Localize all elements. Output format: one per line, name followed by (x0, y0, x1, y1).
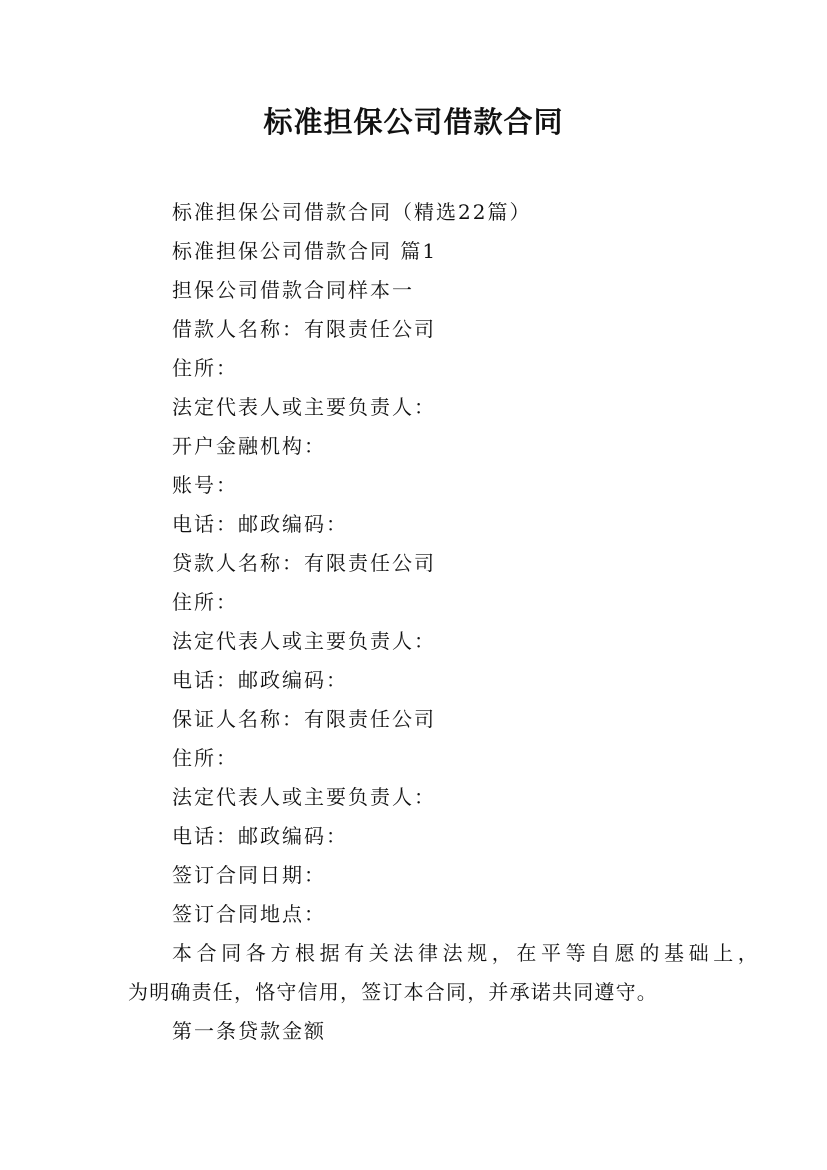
subtitle-line: 标准担保公司借款合同（精选22篇） (172, 200, 532, 224)
document-body (128, 193, 763, 1051)
sample-heading: 担保公司借款合同样本一 (172, 278, 414, 302)
section-heading: 标准担保公司借款合同 篇1 (172, 239, 438, 263)
borrower-bank-line: 开户金融机构： (172, 434, 326, 458)
preamble-line-1: 本合同各方根据有关法律法规，在平等自愿的基础上， (172, 941, 763, 965)
guarantor-name-line: 保证人名称：有限责任公司 (172, 707, 436, 731)
borrower-name-line: 借款人名称：有限责任公司 (172, 317, 436, 341)
borrower-address-line: 住所： (172, 356, 238, 380)
borrower-account-line: 账号： (172, 473, 238, 497)
borrower-phone-line: 电话：邮政编码： (172, 512, 348, 536)
signing-date-line: 签订合同日期： (172, 863, 326, 887)
signing-place-line: 签订合同地点： (172, 902, 326, 926)
guarantor-phone-line: 电话：邮政编码： (172, 824, 348, 848)
borrower-representative-line: 法定代表人或主要负责人： (172, 395, 436, 419)
guarantor-address-line: 住所： (172, 746, 238, 770)
article-one-heading: 第一条贷款金额 (172, 1019, 326, 1043)
lender-address-line: 住所： (172, 590, 238, 614)
guarantor-representative-line: 法定代表人或主要负责人： (172, 785, 436, 809)
lender-name-line: 贷款人名称：有限责任公司 (172, 551, 436, 575)
lender-phone-line: 电话：邮政编码： (172, 668, 348, 692)
preamble-line-2: 为明确责任，恪守信用，签订本合同，并承诺共同遵守。 (128, 980, 658, 1004)
document-title: 标准担保公司借款合同 (263, 105, 564, 139)
lender-representative-line: 法定代表人或主要负责人： (172, 629, 436, 653)
